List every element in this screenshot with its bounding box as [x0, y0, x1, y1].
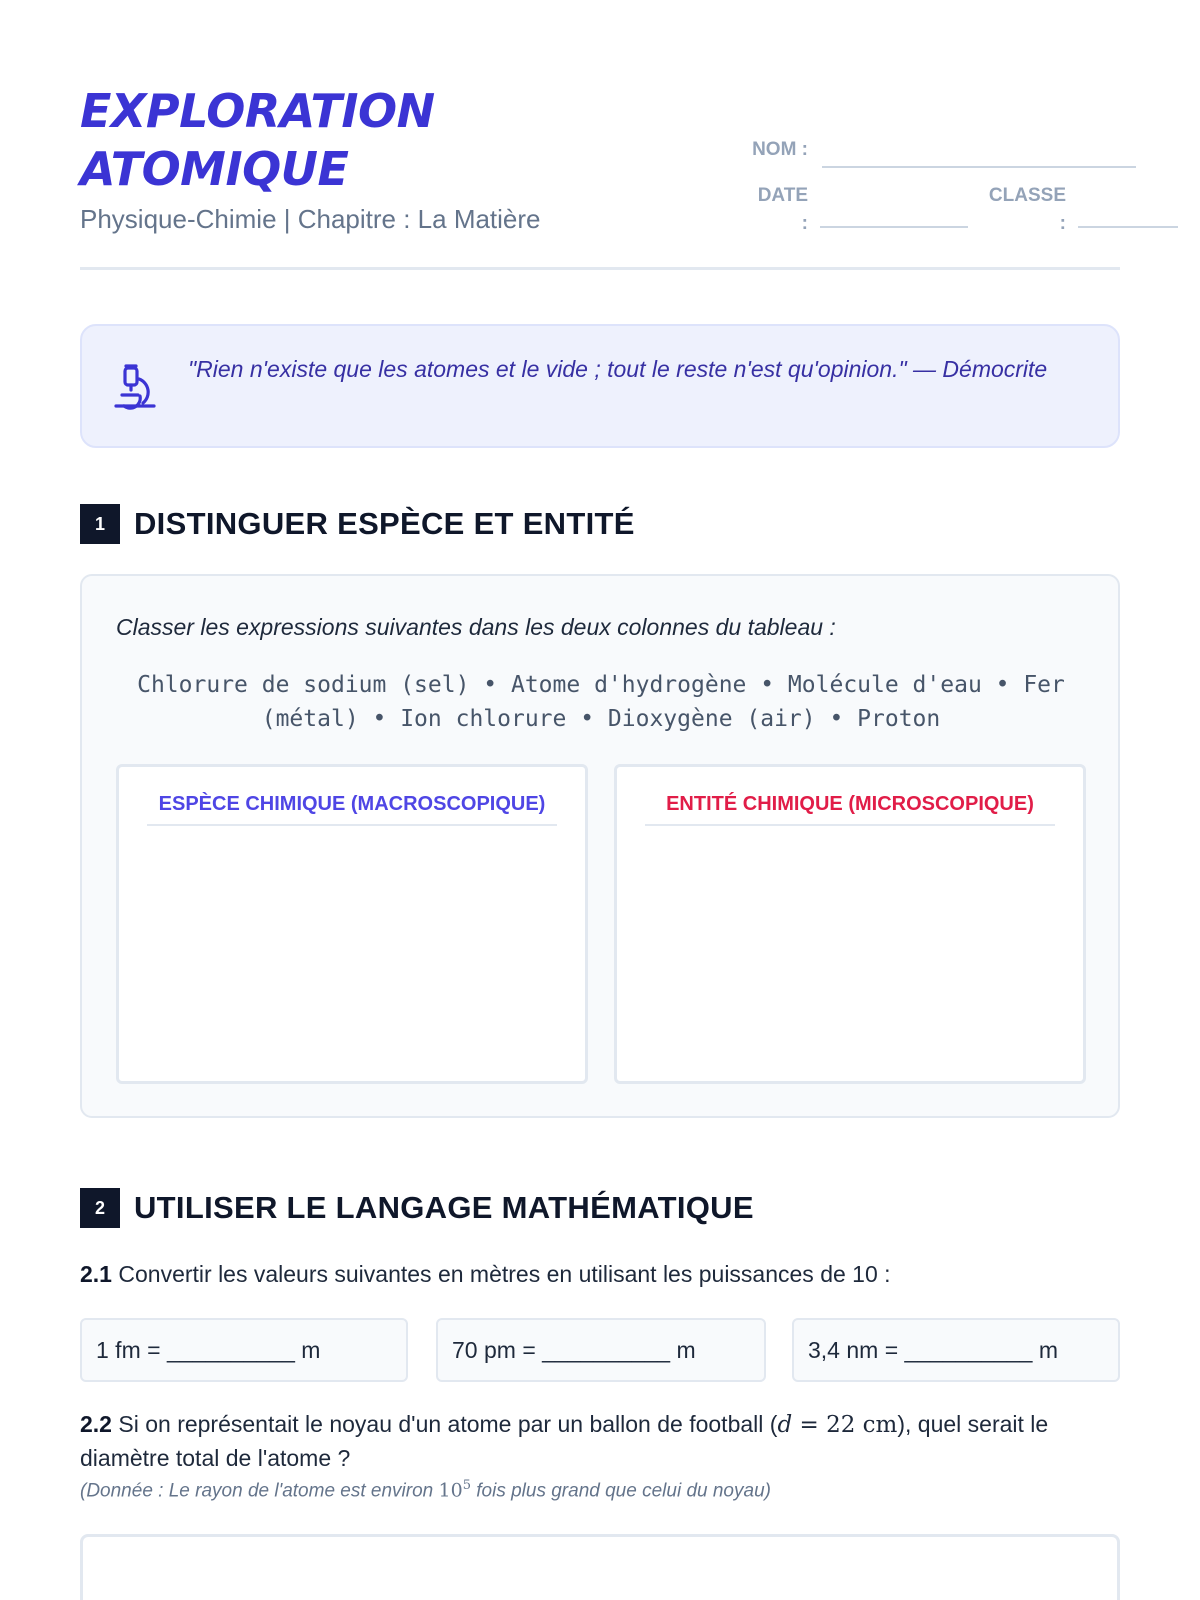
question-2-1-text: Convertir les valeurs suivantes en mètres en utilisant les puissances de 10 :	[118, 1261, 891, 1287]
microscope-icon	[112, 362, 158, 412]
note-power-base: 10	[438, 1479, 463, 1502]
note-power-exponent: 5	[462, 1478, 471, 1493]
section-1-number: 1	[80, 504, 120, 544]
title-line-1: EXPLORATION	[80, 84, 435, 138]
classe-label: CLASSE	[988, 185, 1066, 206]
column-entite-chimique[interactable]	[614, 764, 1086, 1084]
date-field[interactable]	[820, 226, 968, 228]
conversion-field-fm[interactable]: 1 fm = __________ m	[80, 1318, 408, 1382]
date-colon: :	[801, 213, 808, 234]
note-text-b: fois plus grand que celui du noyau)	[470, 1480, 771, 1502]
question-2-2-number: 2.2	[80, 1411, 112, 1437]
question-2-1	[80, 1258, 1120, 1291]
classe-field[interactable]	[1078, 226, 1178, 228]
column-espece-chimique[interactable]	[116, 764, 588, 1084]
subtitle: Physique-Chimie | Chapitre : La Matière	[80, 204, 541, 234]
exercise-instruction: Classer les expressions suivantes dans les deux colonnes du tableau :	[116, 614, 836, 640]
section-2-header	[80, 1188, 1120, 1228]
question-2-1-number: 2.1	[80, 1261, 112, 1287]
data-note	[80, 1478, 771, 1502]
nom-field[interactable]	[822, 166, 1136, 168]
section-1-title: DISTINGUER ESPÈCE ET ENTITÉ	[134, 506, 635, 541]
diameter-variable: d	[777, 1412, 793, 1438]
worksheet-header	[80, 82, 1120, 270]
section-2-title: UTILISER LE LANGAGE MATHÉMATIQUE	[134, 1190, 754, 1225]
column-espece-header: ESPÈCE CHIMIQUE (MACROSCOPIQUE)	[147, 793, 557, 826]
question-2-2-text-b: ), quel serait le diamètre total de l'atome ?	[80, 1411, 1049, 1471]
quote-box	[80, 324, 1120, 448]
conversion-field-nm[interactable]: 3,4 nm = __________ m	[792, 1318, 1120, 1382]
date-label: DATE	[757, 185, 808, 206]
answer-box[interactable]	[80, 1534, 1120, 1600]
section-2-number: 2	[80, 1188, 120, 1228]
diameter-value: = 22 cm	[792, 1412, 898, 1438]
nom-label: NOM :	[752, 139, 808, 160]
classification-exercise	[80, 574, 1120, 1118]
conversion-field-pm[interactable]: 70 pm = __________ m	[436, 1318, 766, 1382]
word-list: Chlorure de sodium (sel) • Atome d'hydrogène • Molécule d'eau • Fer (métal) • Ion chlorure • Dioxygène (air) • Proton	[137, 672, 1065, 732]
title-line-2: ATOMIQUE	[80, 142, 349, 196]
question-2-2	[80, 1408, 1120, 1475]
question-2-2-text-a: Si on représentait le noyau d'un atome par un ballon de football (	[118, 1411, 778, 1437]
classe-colon: :	[1059, 213, 1066, 234]
student-fields	[682, 134, 1120, 234]
note-text-a: (Donnée : Le rayon de l'atome est environ	[80, 1480, 439, 1502]
quote-text: "Rien n'existe que les atomes et le vide ; tout le reste n'est qu'opinion." — Démocrite	[188, 356, 1048, 382]
section-1-header	[80, 504, 1120, 544]
column-entite-header: ENTITÉ CHIMIQUE (MICROSCOPIQUE)	[645, 793, 1055, 826]
